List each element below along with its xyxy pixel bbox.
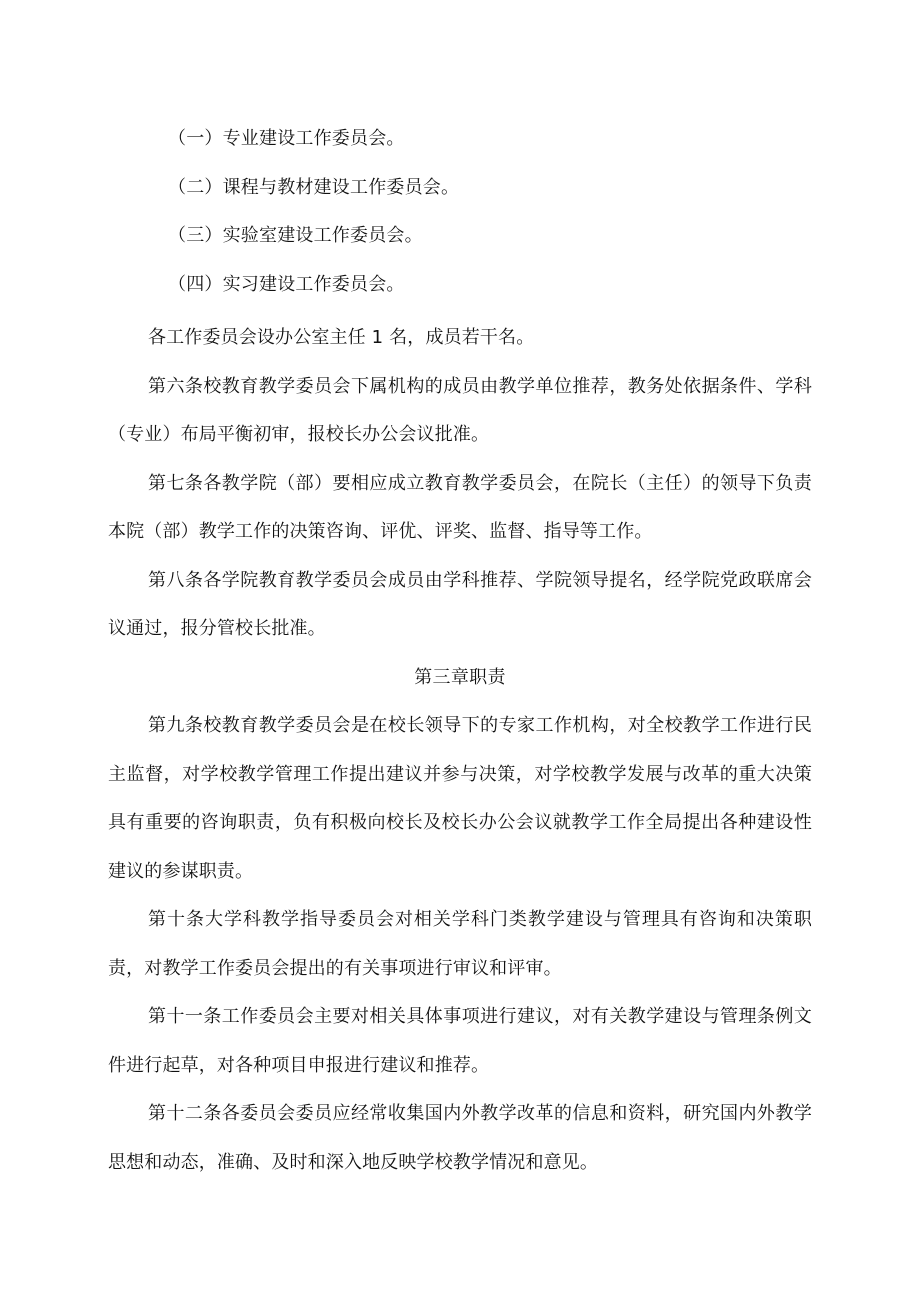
committee-list-item-1: （一）专业建设工作委员会。 bbox=[168, 128, 405, 149]
article-7-paragraph: 第七条各教学院（部）要相应成立教育教学委员会，在院长（主任）的领导下负责本院（部）教学工作的决策咨询、评优、评奖、监督、指导等工作。 bbox=[108, 472, 812, 542]
article-12-paragraph: 第十二条各委员会委员应经常收集国内外教学改革的信息和资料，研究国内外教学思想和动态，准确、及时和深入地反映学校教学情况和意见。 bbox=[108, 1103, 812, 1173]
chapter-title: 第三章职责 bbox=[414, 666, 506, 688]
committee-list-item-3: （三）实验室建设工作委员会。 bbox=[168, 225, 423, 246]
committee-list-item-2: （二）课程与教材建设工作委员会。 bbox=[168, 176, 460, 198]
article-6-paragraph: 第六条校教育教学委员会下属机构的成员由教学单位推荐，教务处依据条件、学科（专业）布局平衡初审，报校长办公会议批准。 bbox=[108, 375, 812, 445]
article-8-paragraph: 第八条各学院教育教学委员会成员由学科推荐、学院领导提名，经学院党政联席会议通过，报分管校长批准。 bbox=[108, 569, 812, 639]
office-staff-paragraph: 各工作委员会设办公室主任 1 名，成员若干名。 bbox=[148, 327, 535, 348]
committee-list-item-4: （四）实习建设工作委员会。 bbox=[168, 273, 405, 295]
article-10-paragraph: 第十条大学科教学指导委员会对相关学科门类教学建设与管理具有咨询和决策职责，对教学工作委员会提出的有关事项进行审议和评审。 bbox=[108, 909, 812, 979]
article-9-paragraph: 第九条校教育教学委员会是在校长领导下的专家工作机构，对全校教学工作进行民主监督，对学校教学管理工作提出建议并参与决策，对学校教学发展与改革的重大决策具有重要的咨询职责，负有积极向校长及校长办公会议就教学工作全局提出各种建设性建议的参谋职责。 bbox=[108, 715, 812, 882]
document-body bbox=[108, 124, 812, 1187]
article-11-paragraph: 第十一条工作委员会主要对相关具体事项进行建议，对有关教学建设与管理条例文件进行起草，对各种项目申报进行建议和推荐。 bbox=[108, 1006, 812, 1076]
